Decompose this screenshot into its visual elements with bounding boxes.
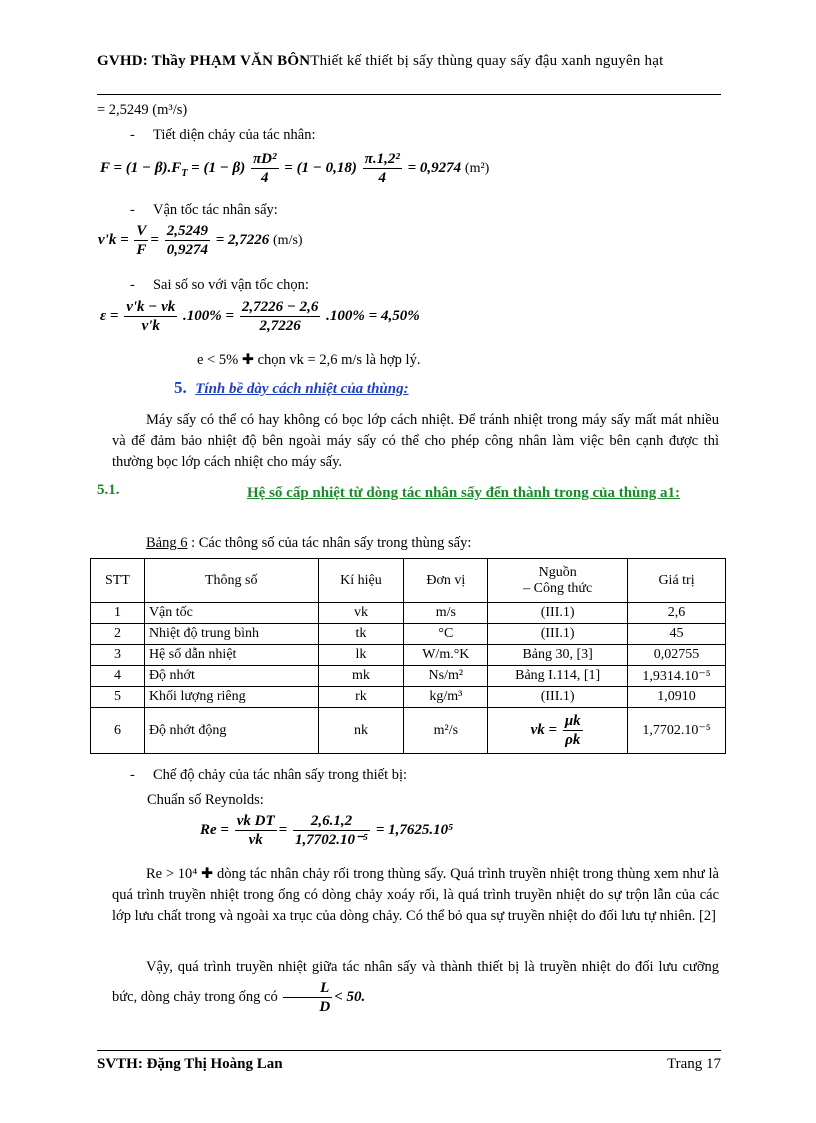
section-5-title: Tính bề dày cách nhiệt của thùng:: [195, 381, 409, 397]
final-paragraph-text: Vậy, quá trình truyền nhiệt giữa tác nhân sấy và thành thiết bị là truyền nhiệt do đối lưu cưỡng bức, dòng chảy trong ống có: [112, 959, 719, 1005]
reynolds-label: Chuẩn số Reynolds:: [147, 792, 264, 808]
page-footer: [97, 1056, 721, 1073]
cell-value: 1,0910: [628, 687, 726, 708]
vel-num2: 2,5249: [166, 223, 208, 239]
cell-source: (III.1): [488, 687, 628, 708]
cell-param: Vận tốc: [144, 603, 318, 624]
velocity-equation: v'k = $\frac{V}{F}$ = $\frac{2,5249}{0,9274}$ = 2,7226 (m/s): [98, 223, 303, 258]
area-mid1: = (1 − β): [191, 159, 246, 176]
velocity-unit: (m/s): [273, 232, 303, 248]
cell-source: Bảng 30, [3]: [488, 645, 628, 666]
err-mid: .100% =: [183, 307, 235, 324]
cell-stt: 3: [91, 645, 145, 666]
cell-symbol: nk: [318, 708, 404, 754]
advisor-label: GVHD: Thầy PHẠM VĂN BÔN: [97, 53, 311, 69]
student-name: SVTH: Đặng Thị Hoàng Lan: [97, 1056, 283, 1072]
bullet-error-text: Sai số so với vận tốc chọn:: [152, 277, 309, 293]
cell-unit: Ns/m²: [404, 666, 488, 687]
vel-frac1: [134, 222, 148, 259]
err-den2: 2,7226: [259, 318, 301, 334]
area-den1: 4: [261, 170, 269, 186]
header-stt: STT: [91, 559, 145, 603]
cell-value: 45: [628, 624, 726, 645]
re-num1: vk DT: [236, 813, 275, 829]
cell-source: (III.1): [488, 624, 628, 645]
cell-value: 1,9314.10⁻⁵: [628, 666, 726, 687]
area-unit: (m²): [464, 160, 490, 176]
re-num2: 2,6.1,2: [293, 812, 370, 831]
table-header-row: [91, 559, 726, 603]
section-5-heading: [174, 378, 409, 398]
vel-den1: F: [136, 242, 147, 258]
vel-lhs: v'k =: [98, 231, 129, 248]
err-den1: v'k: [141, 318, 160, 334]
cell-param: Độ nhớt động: [144, 708, 318, 754]
table-row: [91, 687, 726, 708]
vel-den2: 0,9274: [166, 242, 208, 258]
bullet-flow-regime: - Chế độ chảy của tác nhân sấy trong thiết bị:: [130, 767, 408, 783]
formula-den: ρk: [565, 732, 581, 748]
cell-symbol: tk: [318, 624, 404, 645]
table-row: [91, 624, 726, 645]
table-row: [91, 708, 726, 754]
section-5-1-title: Hệ số cấp nhiệt từ dòng tác nhân sấy đến thành trong của thùng a1:: [247, 485, 680, 501]
err-result: .100% = 4,50%: [326, 307, 420, 324]
table-caption-text: : Các thông số của tác nhân sấy trong thùng sấy:: [191, 535, 472, 551]
parameters-table: [90, 558, 726, 754]
cell-unit: kg/m³: [404, 687, 488, 708]
bullet-area: - Tiết diện chảy của tác nhân:: [130, 127, 316, 143]
cell-param: Độ nhớt: [144, 666, 318, 687]
cell-value: 2,6: [628, 603, 726, 624]
table-caption: [146, 533, 471, 553]
area-den2: 4: [378, 170, 386, 186]
cell-source: Bảng I.114, [1]: [488, 666, 628, 687]
table-row: [91, 645, 726, 666]
area-num1: πD²: [252, 151, 277, 167]
area-num2: π.1,2²: [364, 151, 400, 167]
err-frac1: [124, 298, 177, 335]
cell-symbol: rk: [318, 687, 404, 708]
bullet-velocity-text: Vận tốc tác nhân sấy:: [152, 202, 278, 218]
ld-frac: [283, 979, 332, 1016]
reynolds-paragraph: Re > 10⁴ ✚ dòng tác nhân chảy rối trong thùng sấy. Quá trình truyền nhiệt trong thùng xem như là quá trình truyền nhiệt trong ống có dòng chảy xoáy rối, là quá trình truyền nhiệt do sự trộn lẫn của các lớp lưu chất trong và ngoài xa trục của dòng chảy. Có thể bỏ qua sự truyền nhiệt do đối lưu tự nhiên. [2]: [112, 866, 719, 924]
formula-num: μk: [564, 713, 581, 729]
cell-param: Hệ số dẫn nhiệt: [144, 645, 318, 666]
re-lhs: Re =: [200, 821, 229, 838]
section-5-1-number: 5.1.: [97, 482, 120, 498]
ld-den: D: [319, 999, 331, 1015]
table-caption-label: Bảng 6: [146, 535, 188, 551]
header-source: [488, 559, 628, 603]
re-den1: vk: [248, 832, 263, 848]
area-frac1: [251, 150, 279, 187]
vel-frac2: [165, 222, 210, 259]
cell-unit: m²/s: [404, 708, 488, 754]
error-equation: [100, 298, 420, 335]
page-number: Trang 17: [666, 1056, 721, 1072]
cell-stt: 4: [91, 666, 145, 687]
cell-stt: 6: [91, 708, 145, 754]
cell-param: Khối lượng riêng: [144, 687, 318, 708]
header-source-line2: – Công thức: [523, 580, 593, 596]
err-frac2: [240, 298, 321, 335]
re-result: = 1,7625.10⁵: [375, 821, 454, 838]
bullet-error: - Sai số so với vận tốc chọn:: [130, 277, 309, 293]
re-frac1: [235, 812, 277, 849]
cell-stt: 2: [91, 624, 145, 645]
ld-num: L: [283, 979, 332, 998]
formula-lhs: vk =: [530, 721, 558, 738]
bullet-flow-regime-text: Chế độ chảy của tác nhân sấy trong thiết bị:: [152, 767, 408, 783]
area-frac2: [363, 150, 402, 187]
cell-unit: W/m.°K: [404, 645, 488, 666]
cell-stt: 5: [91, 687, 145, 708]
cell-param: Nhiệt độ trung bình: [144, 624, 318, 645]
table-row: [91, 666, 726, 687]
area-result: = 0,9274: [407, 159, 462, 176]
document-title: Thiết kế thiết bị sấy thùng quay sấy đậu xanh nguyên hạt: [310, 53, 664, 69]
reynolds-equation: Re = $\frac{\text{vk DT}}{vk}$ = $\frac{2,6.1,2}{\text{1,7702.10⁻⁵}}$ = 1,7625.10⁵: [200, 813, 454, 848]
header-param: Thông số: [144, 559, 318, 603]
section-5-number: 5.: [174, 378, 187, 397]
re-frac2: [293, 812, 370, 849]
err-num2: 2,7226 − 2,6: [241, 299, 319, 315]
err-lhs: ε =: [100, 307, 119, 324]
flow-value: = 2,5249 (m³/s): [97, 102, 188, 118]
cell-unit: °C: [404, 624, 488, 645]
table-row: [91, 603, 726, 624]
cell-source-formula: [488, 708, 628, 754]
page-header: [97, 50, 721, 72]
re-den2: 1,7702.10⁻⁵: [294, 832, 369, 848]
vel-result: = 2,7226: [215, 231, 270, 248]
header-value: Giá trị: [628, 559, 726, 603]
area-lhs: F = (1 − β).F: [100, 159, 182, 176]
cell-symbol: mk: [318, 666, 404, 687]
cell-value: 0,02755: [628, 645, 726, 666]
final-paragraph: [112, 955, 719, 1016]
cell-unit: m/s: [404, 603, 488, 624]
header-source-line1: Nguồn: [538, 564, 577, 580]
area-equation: $F = (1 - \beta).F_T = (1 - \beta)$ $\frac{\text{πD²}}{4}$ = (1 − 0,18) $\frac{\text{π.1,2²}}{4}$ = 0,9274 (m²): [100, 151, 490, 186]
header-symbol: Kí hiệu: [318, 559, 404, 603]
cell-value: 1,7702.10⁻⁵: [628, 708, 726, 754]
footer-rule: [97, 1050, 721, 1051]
area-mid2: = (1 − 0,18): [284, 159, 357, 176]
error-conclusion: e < 5% ✚ chọn vk = 2,6 m/s là hợp lý.: [197, 352, 421, 368]
cell-symbol: vk: [318, 603, 404, 624]
cell-stt: 1: [91, 603, 145, 624]
ld-rhs: < 50.: [334, 988, 366, 1005]
section-5-paragraph: Máy sấy có thể có hay không có bọc lớp cách nhiệt. Để tránh nhiệt trong máy sấy mất mát nhiều và để đảm bảo nhiệt độ bên ngoài máy sấy có thể cho phép công nhân làm việc bên cạnh được thì thường bọc lớp cách nhiệt cho máy sấy.: [112, 412, 719, 470]
cell-source: (III.1): [488, 603, 628, 624]
err-num1: v'k − vk: [126, 299, 176, 315]
cell-symbol: lk: [318, 645, 404, 666]
bullet-area-text: Tiết diện chảy của tác nhân:: [152, 127, 316, 143]
bullet-velocity: - Vận tốc tác nhân sấy:: [130, 202, 278, 218]
header-rule: [97, 94, 721, 95]
header-unit: Đơn vị: [404, 559, 488, 603]
vel-num1: V: [136, 223, 147, 239]
